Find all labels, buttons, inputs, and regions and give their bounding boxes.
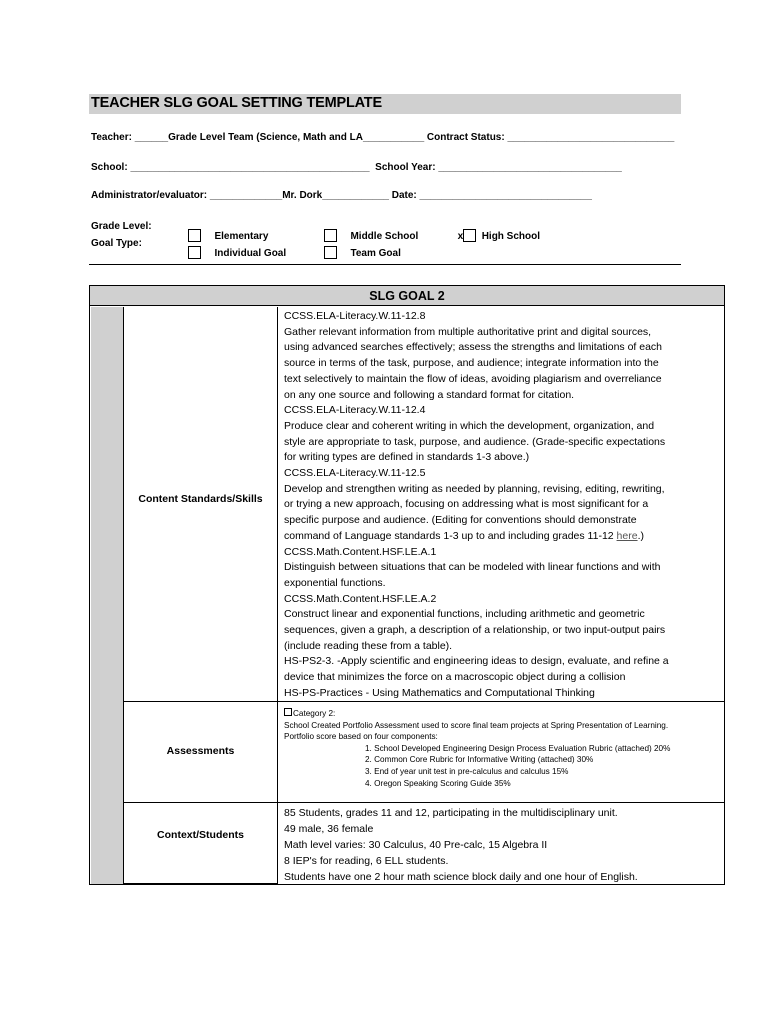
high-school-label: High School [481,231,541,242]
context-content [278,803,724,884]
teacher-line: Teacher: ______Grade Level Team (Science, Math and LA___________ Contract Status: ______________________________ [91,132,675,143]
standards-line: or trying a new approach, focusing on addressing what is most significant for a [284,498,649,511]
context-line: Math level varies: 30 Calculus, 40 Pre-calc, 15 Algebra II [284,839,548,851]
assessment-component: 2. Common Core Rubric for Informative Writing (attached) 30% [365,755,594,765]
standards-line: (include reading these from a table). [284,639,453,652]
standards-link-line-end: .) [637,529,644,542]
standards-text-part2 [284,545,720,702]
standards-text-part1 [284,309,720,529]
standards-line: for writing types are defined in standards 1-3 above.) [284,451,530,464]
assessment-component: 4. Oregon Speaking Scoring Guide 35% [365,778,511,788]
context-label-cell [124,803,278,884]
context-line: 49 male, 36 female [284,823,374,835]
context-line: Students have one 2 hour math science block daily and one hour of English. [284,871,638,883]
context-line: 85 Students, grades 11 and 12, participating in the multidisciplinary unit. [284,807,618,819]
standards-line: Produce clear and coherent writing in which the development, organization, and [284,419,655,432]
standards-line: HS-PS2-3. -Apply scientific and engineering ideas to design, evaluate, and refine a [284,655,669,668]
school-line: School: ___________________________________________ School Year: _________________________________ [91,162,622,173]
team-goal-label: Team Goal [350,248,401,259]
assessment-component: 3. End of year unit test in pre-calculus and calculus 15% [365,766,569,776]
standards-line: Construct linear and exponential functions, including arithmetic and geometric [284,608,645,621]
selected-mark: x [457,231,464,242]
standards-label-cell [124,307,278,702]
standards-line: exponential functions. [284,576,386,589]
checkbox-bullet-icon [284,708,292,716]
goal-individual-option[interactable] [182,235,286,259]
standards-line: HS-PS-Practices - Using Mathematics and Computational Thinking [284,686,595,699]
team-goal-checkbox[interactable] [324,246,337,259]
standards-line: CCSS.ELA-Literacy.W.11-12.8 [284,310,426,322]
assessment-category [284,708,720,720]
assessments-content [278,702,724,803]
standards-line: Gather relevant information from multiple authoritative print and digital sources, [284,325,652,338]
context-label: Context/Students [157,829,244,841]
goal-team-option[interactable] [318,235,401,259]
assessment-components [284,743,720,789]
standards-line: Develop and strengthen writing as needed by planning, revising, editing, rewriting, [284,482,665,495]
page-title: TEACHER SLG GOAL SETTING TEMPLATE [91,95,382,111]
assessments-label: Assessments [166,745,235,757]
assessment-line: Portfolio score based on four components: [284,732,438,742]
assessments-label-cell [124,702,278,803]
middle-school-label: Middle School [350,231,419,242]
context-lines [284,805,720,884]
goal-type-label: Goal Type: [91,238,142,249]
standards-line: specific purpose and audience. (Editing for conventions should demonstrate [284,514,637,527]
individual-goal-checkbox[interactable] [188,246,201,259]
grade-high-option[interactable] [452,218,540,242]
standards-line: sequences, given a graph, a description of a relationship, or two input-output pairs [284,624,666,637]
standards-line: device that minimizes the force on a macroscopic object during a collision [284,671,626,684]
standards-line: style are appropriate to task, purpose, and audience. (Grade-specific expectations [284,435,666,448]
shaded-margin-column [91,307,124,884]
standards-content [278,307,724,702]
standards-line: CCSS.ELA-Literacy.W.11-12.4 [284,404,426,417]
standards-line: source in terms of the task, purpose, and audience; integrate information into the [284,357,659,370]
standards-line: CCSS.ELA-Literacy.W.11-12.5 [284,467,426,480]
standards-line: CCSS.Math.Content.HSF.LE.A.2 [284,592,437,605]
assessment-lines [284,720,720,743]
high-school-checkbox[interactable] [463,229,476,242]
standards-line: Distinguish between situations that can be modeled with linear functions and with [284,561,661,574]
assessment-line: School Created Portfolio Assessment used to score final team projects at Spring Presentation of Learning. [284,720,669,730]
grade-level-label: Grade Level: [91,221,152,232]
standards-link-line-text: command of Language standards 1-3 up to and including grades 11-12 [284,529,617,542]
section-divider [89,264,681,265]
assessment-component: 1. School Developed Engineering Design Process Evaluation Rubric (attached) 20% [365,743,671,753]
elementary-label: Elementary [214,231,269,242]
standards-label: Content Standards/Skills [138,493,263,505]
goal-table [89,285,725,885]
admin-line: Administrator/evaluator: _____________Mr. Dork____________ Date: _______________________________ [91,190,592,201]
standards-line: on any one source and following a standard format for citation. [284,388,575,401]
standards-link-line [284,529,720,545]
goal-heading: SLG GOAL 2 [90,286,724,306]
standards-line: text selectively to maintain the flow of ideas, avoiding plagiarism and overreliance [284,372,662,385]
standards-line: using advanced searches effectively; assess the strengths and limitations of each [284,341,663,354]
assessment-category-text: Category 2: [293,709,336,718]
standards-line: CCSS.Math.Content.HSF.LE.A.1 [284,545,437,558]
here-link[interactable]: here [616,529,638,542]
context-line: 8 IEP's for reading, 6 ELL students. [284,855,449,867]
individual-goal-label: Individual Goal [214,248,287,259]
title-bar [89,94,681,114]
